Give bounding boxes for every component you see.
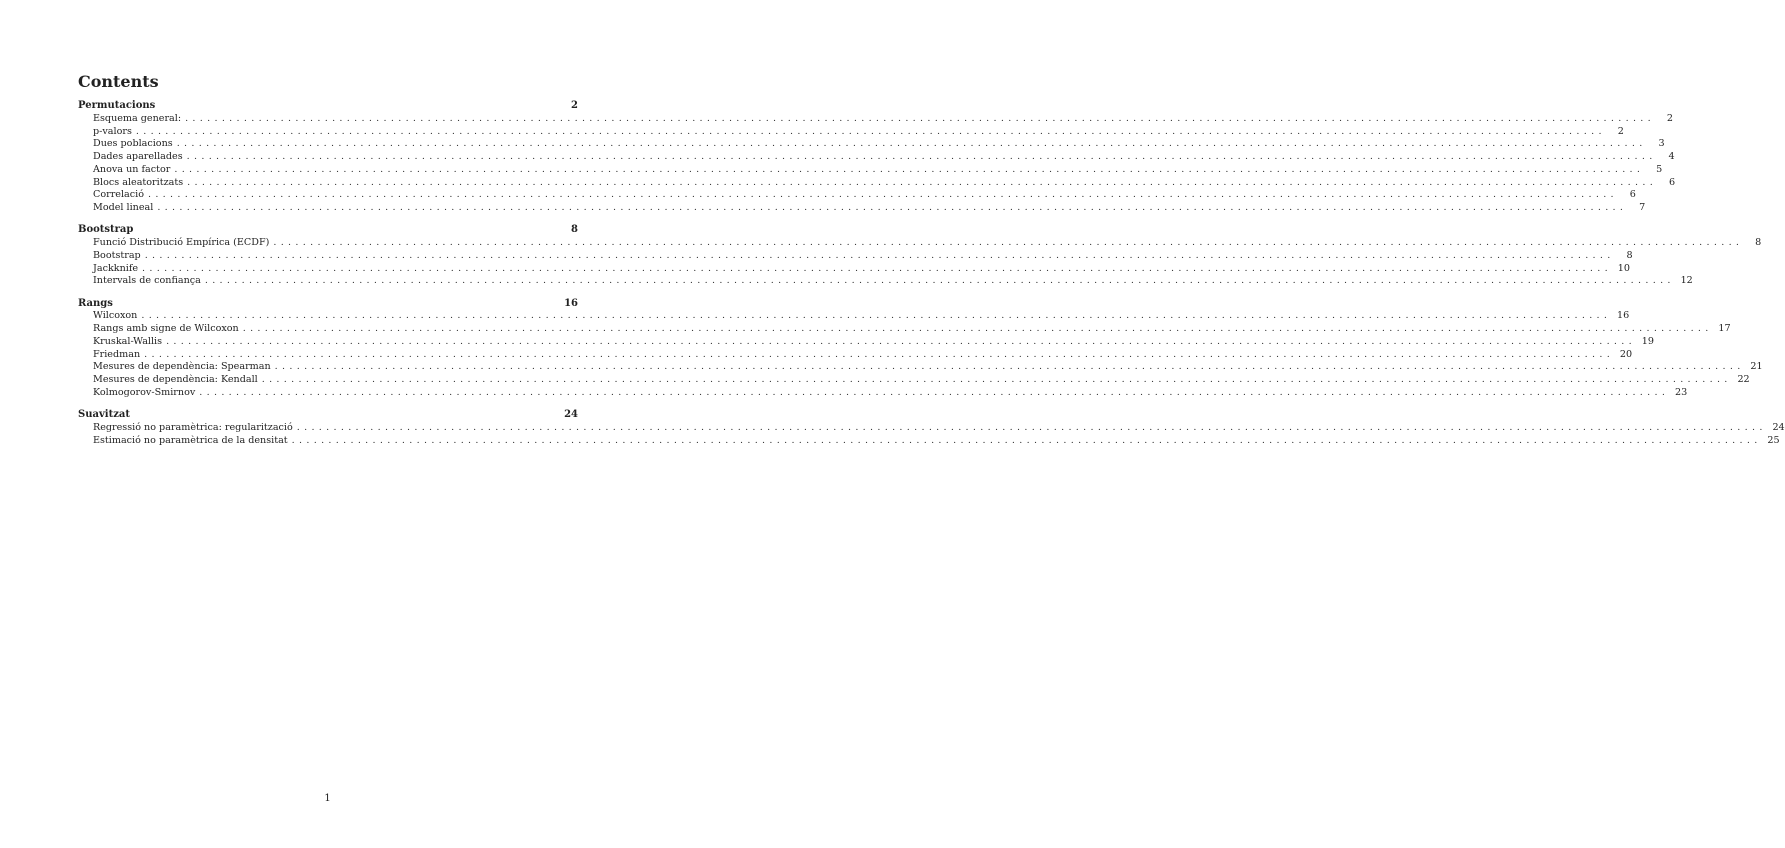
entry-page: 4 xyxy=(1668,151,1675,162)
entry-page: 8 xyxy=(571,224,578,236)
entry-page: 6 xyxy=(1629,189,1636,201)
dot-leader: ........................................................................................................................................................................................................ xyxy=(176,138,1647,150)
entry-page: 16 xyxy=(1617,310,1630,322)
dot-leader: ........................................................................................................................................................................................................ xyxy=(135,125,1606,137)
entry-label: Rangs xyxy=(78,297,113,309)
toc-subsection-entry[interactable] xyxy=(78,163,1663,177)
entry-label: Esquema general: xyxy=(93,112,182,124)
entry-label: Funció Distribució Empírica (ECDF) xyxy=(93,237,270,248)
dot-leader: ........................................................................................................................................................................................................ xyxy=(274,361,1745,373)
toc-subsection-entry[interactable] xyxy=(78,176,1676,190)
toc-subsection-entry[interactable] xyxy=(78,237,1762,250)
entry-label: Model lineal xyxy=(93,202,154,213)
toc-subsection-entry[interactable] xyxy=(78,434,1780,448)
toc-subsection-entry[interactable] xyxy=(78,323,1731,336)
dot-leader: ........................................................................................................................................................................................................ xyxy=(261,374,1732,385)
entry-label: Rangs amb signe de Wilcoxon xyxy=(93,323,239,334)
dot-leader: ........................................................................................................................................................................................................ xyxy=(144,249,1615,261)
entry-label: Bootstrap xyxy=(78,224,134,236)
entry-page: 8 xyxy=(1755,237,1762,248)
table-of-contents xyxy=(78,100,1785,457)
entry-page: 12 xyxy=(1680,275,1693,287)
dot-leader: ........................................................................................................................................................................................................ xyxy=(199,386,1670,398)
entry-label: Kolmogorov-Smirnov xyxy=(93,386,196,398)
toc-subsection-entry[interactable] xyxy=(78,112,1673,126)
entry-label: Kruskal-Wallis xyxy=(93,335,163,347)
toc-subsection-entry[interactable] xyxy=(78,202,1646,215)
entry-page: 6 xyxy=(1668,176,1676,188)
dot-leader: ........................................................................................................................................................................................................ xyxy=(144,348,1615,360)
toc-section-entry[interactable] xyxy=(78,100,578,113)
toc-section xyxy=(78,100,1676,215)
dot-leader: ........................................................................................................................................................................................................ xyxy=(157,202,1628,213)
toc-section-entry[interactable] xyxy=(78,224,578,237)
entry-page: 16 xyxy=(564,297,578,309)
entry-page: 17 xyxy=(1718,323,1731,334)
entry-label: Dades aparellades xyxy=(93,151,183,162)
entry-page: 25 xyxy=(1767,434,1780,446)
entry-page: 22 xyxy=(1737,374,1750,385)
toc-section xyxy=(78,224,1762,288)
entry-label: Permutacions xyxy=(78,100,156,111)
toc-subsection-entry[interactable] xyxy=(78,138,1665,151)
toc-section-entry[interactable] xyxy=(78,409,578,422)
toc-subsection-entry[interactable] xyxy=(78,361,1763,374)
entry-label: Correlació xyxy=(93,189,144,201)
entry-page: 5 xyxy=(1656,163,1663,175)
entry-page: 7 xyxy=(1639,202,1646,213)
entry-label: Anova un factor xyxy=(93,163,171,175)
dot-leader: ........................................................................................................................................................................................................ xyxy=(166,335,1636,347)
toc-subsection-entry[interactable] xyxy=(78,386,1688,400)
dot-leader: ........................................................................................................................................................................................................ xyxy=(187,176,1658,188)
entry-label: Mesures de dependència: Kendall xyxy=(93,374,258,385)
toc-subsection-entry[interactable] xyxy=(78,151,1675,164)
entry-page: 24 xyxy=(564,409,578,420)
entry-page: 24 xyxy=(1772,421,1785,433)
toc-section xyxy=(78,297,1763,400)
toc-subsection-entry[interactable] xyxy=(78,249,1633,263)
dot-leader: ........................................................................................................................................................................................................ xyxy=(147,189,1618,201)
entry-page: 2 xyxy=(1617,125,1624,137)
entry-label: Suavitzat xyxy=(78,409,130,420)
dot-leader: ........................................................................................................................................................................................................ xyxy=(296,421,1767,433)
dot-leader: ........................................................................................................................................................................................................ xyxy=(186,151,1657,162)
toc-subsection-entry[interactable] xyxy=(78,125,1624,139)
toc-subsection-entry[interactable] xyxy=(78,310,1630,323)
entry-label: p-valors xyxy=(93,125,132,137)
entry-page: 20 xyxy=(1619,348,1633,360)
toc-subsection-entry[interactable] xyxy=(78,275,1693,288)
entry-label: Friedman xyxy=(93,348,141,360)
entry-label: Bootstrap xyxy=(93,249,141,261)
toc-subsection-entry[interactable] xyxy=(78,262,1630,276)
entry-label: Blocs aleatoritzats xyxy=(93,176,184,188)
dot-leader: ........................................................................................................................................................................................................ xyxy=(273,237,1744,248)
entry-label: Wilcoxon xyxy=(93,310,138,322)
page-number: 1 xyxy=(324,793,331,804)
toc-subsection-entry[interactable] xyxy=(78,421,1785,435)
entry-label: Regressió no paramètrica: regularització xyxy=(93,421,293,433)
toc-subsection-entry[interactable] xyxy=(78,374,1750,387)
toc-title: Contents xyxy=(78,72,159,91)
entry-page: 19 xyxy=(1641,335,1654,347)
entry-page: 23 xyxy=(1674,386,1688,398)
entry-label: Estimació no paramètrica de la densitat xyxy=(93,434,288,446)
entry-label: Intervals de confiança xyxy=(93,275,201,287)
dot-leader: ........................................................................................................................................................................................................ xyxy=(141,310,1612,322)
toc-subsection-entry[interactable] xyxy=(78,335,1654,349)
toc-subsection-entry[interactable] xyxy=(78,348,1633,362)
dot-leader: ........................................................................................................................................................................................................ xyxy=(185,112,1655,124)
entry-page: 3 xyxy=(1658,138,1665,150)
entry-page: 8 xyxy=(1626,249,1633,261)
dot-leader: ........................................................................................................................................................................................................ xyxy=(204,275,1675,287)
dot-leader: ........................................................................................................................................................................................................ xyxy=(291,434,1762,446)
toc-subsection-entry[interactable] xyxy=(78,189,1636,202)
dot-leader: ........................................................................................................................................................................................................ xyxy=(174,163,1645,175)
entry-label: Jackknife xyxy=(93,262,139,274)
entry-label: Mesures de dependència: Spearman xyxy=(93,361,271,373)
entry-page: 2 xyxy=(1666,112,1673,124)
dot-leader: ........................................................................................................................................................................................................ xyxy=(242,323,1713,334)
entry-label: Dues poblacions xyxy=(93,138,173,150)
toc-section xyxy=(78,409,1785,447)
dot-leader: ........................................................................................................................................................................................................ xyxy=(142,262,1612,274)
toc-section-entry[interactable] xyxy=(78,298,578,311)
entry-page: 10 xyxy=(1617,262,1630,274)
entry-page: 2 xyxy=(571,100,578,111)
entry-page: 21 xyxy=(1750,361,1763,373)
